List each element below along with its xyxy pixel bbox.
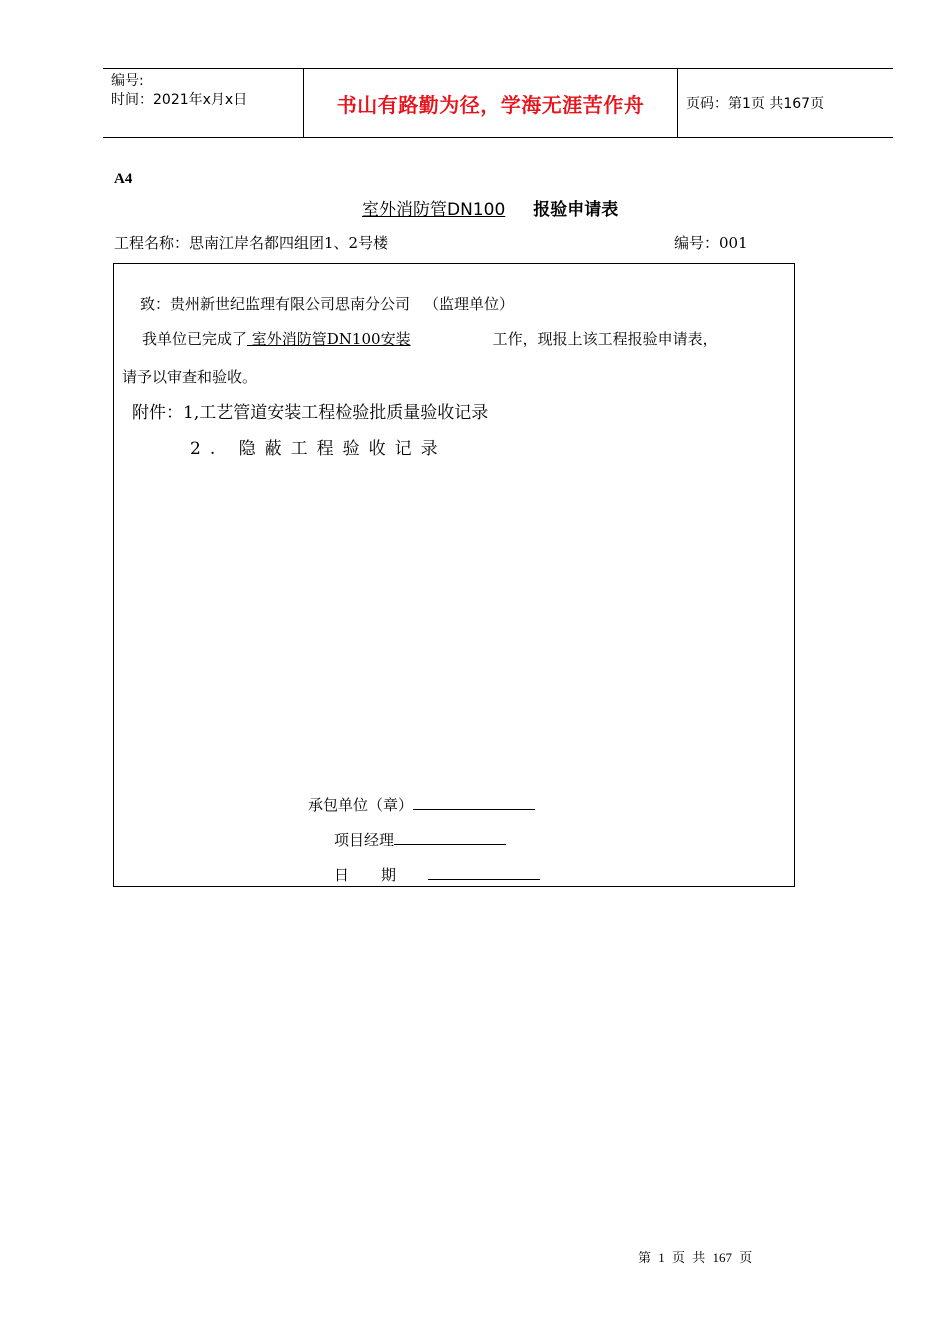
document-code: 编号：001 — [674, 234, 748, 252]
project-name: 工程名称：思南江岸名都四组团1、2号楼 — [114, 234, 389, 252]
header-motto: 书山有路勤为径，学海无涯苦作舟 — [336, 92, 645, 117]
manager-blank — [394, 830, 506, 845]
addressee-text: 致：贵州新世纪监理有限公司思南分公司 — [140, 295, 411, 313]
addressee-line — [140, 293, 514, 314]
completion-suffix: 工作，现报上该工程报验申请表， — [492, 330, 718, 348]
manager-signature — [334, 829, 506, 850]
section-label: A4 — [114, 171, 133, 187]
addressee-unit: （监理单位） — [424, 295, 515, 313]
date-label: 日期 — [334, 866, 429, 884]
page-header — [103, 68, 893, 138]
header-page-label: 页码：第1页 共167页 — [686, 96, 825, 112]
header-motto-cell — [303, 69, 678, 137]
completion-prefix: 我单位已完成了 — [142, 330, 248, 348]
completion-work-field: 室外消防管DN100安装 — [247, 330, 411, 348]
date-blank — [428, 865, 540, 880]
header-left-cell — [103, 69, 303, 137]
attachment-2: 2. 隐蔽工程验收记录 — [190, 439, 447, 459]
attachment-1: 附件：1,工艺管道安装工程检验批质量验收记录 — [132, 403, 489, 423]
manager-label: 项目经理 — [334, 831, 395, 849]
request-line: 请予以审查和验收。 — [122, 368, 258, 386]
completion-line — [142, 328, 718, 349]
form-body-box — [113, 263, 795, 887]
header-code-label: 编号: — [111, 73, 144, 89]
form-title-suffix: 报验申请表 — [533, 200, 619, 220]
page-footer: 第 1 页 共 167 页 — [638, 1250, 753, 1265]
form-title — [362, 195, 618, 220]
form-title-name: 室外消防管DN100 — [362, 200, 506, 220]
date-signature — [334, 864, 540, 885]
header-time-label: 时间：2021年x月x日 — [111, 92, 248, 108]
header-page-cell — [678, 69, 893, 137]
contractor-label: 承包单位（章） — [308, 796, 414, 814]
contractor-signature — [308, 794, 535, 815]
contractor-blank — [413, 795, 535, 810]
